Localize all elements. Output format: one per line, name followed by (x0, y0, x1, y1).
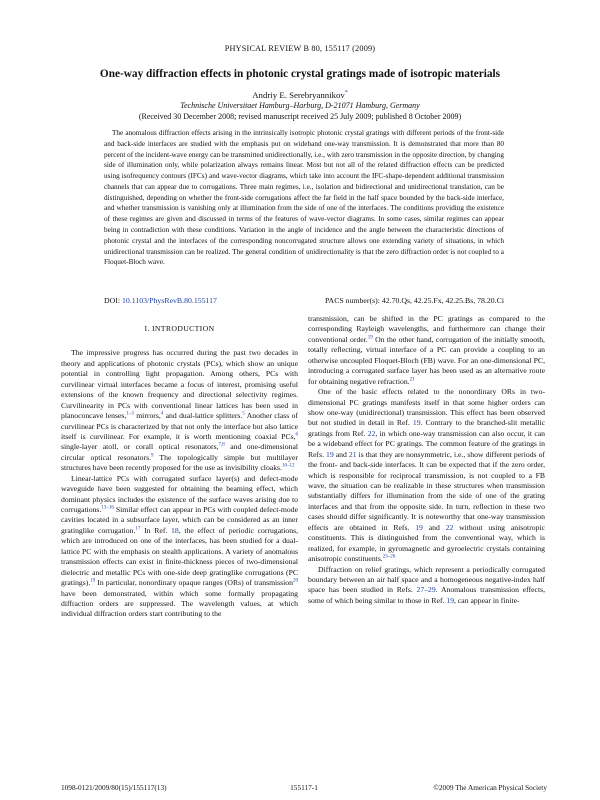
affiliation: Technische Universitaet Hamburg–Harburg, D-21071 Hamburg, Germany (180, 101, 420, 110)
intro-paragraph-5: Diffraction on relief gratings, which represent a periodically corrugated boundary between an air half space and a homogeneous negative-index half space has been studied in Refs. 27–29. Anomalous transmission effects, some of which being similar to those in Ref. 19, can appear in finite- (308, 564, 546, 605)
left-column (61, 314, 298, 620)
intro-paragraph-4: One of the basic effects related to the nonordinary ORs in two-dimensional PC gratings manifests itself in that some higher orders can show one-way (unidirectional) transmission. This effect has been observed but not studied in detail in Ref. 19. Contrary to the branched-slit metallic gratings from Ref. 22, in which one-way transmission can also occur, it can be a wideband effect for PC gratings. The common feature of the gratings in Refs. 19 and 21 is that they are nonsymmetric, i.e., show different periods of the front- and back-side interfaces. It can be expected that if the zero order, which is responsible for reciprocal transmission, is not coupled to a FB wave, the situation can be realizable in these structures when transmission substantially differs for illumination from the side of one of the grating interfaces and that from the opposite side. In turn, reflection in these two cases should differ significantly. It is noteworthy that one-way transmission effects are obtained in Refs. 19 and 22 without using anisotropic constituents. This is distinguished from the conventional way, which is realized, for example, in gyromagnetic and gyroelectric crystals containing anisotropic constituents.$^{23-26}$ (308, 387, 545, 564)
author-footnote-mark[interactable]: * (344, 90, 348, 97)
author-name: Andriy E. Serebryannikov (252, 90, 345, 100)
right-column (308, 314, 545, 606)
reference-link[interactable]: 19 (415, 522, 423, 532)
received-dates: (Received 30 December 2008; revised manuscript received 25 July 2009; published 8 October 2009) (138, 112, 462, 121)
citation[interactable]: 17 (135, 526, 141, 532)
citation[interactable]: 1–3 (126, 411, 134, 417)
doi-label: DOI: (104, 296, 121, 305)
reference-link[interactable]: 19 (326, 449, 334, 459)
citation[interactable]: 20 (293, 578, 298, 584)
citation[interactable]: 23–26 (382, 554, 396, 560)
reference-link[interactable]: 27–29 (416, 585, 436, 595)
pacs-numbers: PACS number(s): 42.70.Qs, 42.25.Fx, 42.25.Bs, 78.20.Ci (324, 296, 504, 305)
section-heading: I. INTRODUCTION (144, 324, 215, 333)
journal-header: PHYSICAL REVIEW B 80, 155117 (2009) (224, 44, 376, 53)
reference-link[interactable]: 21 (348, 449, 357, 459)
doi-link[interactable]: 10.1103/PhysRevB.80.155117 (121, 296, 217, 305)
citation[interactable]: 9 (151, 453, 154, 459)
citation[interactable]: 10–12 (281, 463, 295, 469)
reference-link[interactable]: 18 (171, 525, 179, 535)
citation[interactable]: 5 (242, 411, 245, 417)
footer-copyright: ©2009 The American Physical Society (433, 783, 547, 792)
author-line (0, 90, 600, 100)
citation[interactable]: 19 (90, 578, 96, 584)
citation[interactable]: 6 (295, 432, 298, 438)
paper-title: One-way diffraction effects in photonic crystal gratings made of isotropic materials (99, 68, 501, 80)
intro-paragraph-2: Linear-lattice PCs with corrugated surface layer(s) and defect-mode waveguide have been suggested for obtaining the beaming effect, which dominant physics includes the existence of the surface waves arising due to corrugations.$^{13-16}$ Similar effect can appear in PCs with coupled defect-mode cavities located in a subsurface layer, which can be considered as an inner gratinglike corrugation.$^{17}$ In Ref. 18, the effect of periodic corrugations, which are introduced on one of the interfaces, has been studied for a dual-lattice PC with the emphasis on stealth applications. A variety of anomalous transmission effects can exist in finite-thickness pieces of two-dimensional dielectric and metallic PCs with one-side deep gratinglike corrugations (PC gratings).$^{19}$ In particular, nonordinary opaque ranges (ORs) of transmission$^{20}$ have been demonstrated, within which some formally propagating diffraction orders are suppressed. The wavelength values, at which individual diffraction orders start contributing to the (61, 473, 298, 619)
reference-link[interactable]: 22 (445, 522, 454, 532)
intro-paragraph-1: The impressive progress has occurred during the past two decades in theory and applications of photonic crystals (PCs), which show an unique potential in controlling light propagation. Among others, PCs with curvilinear virtual interfaces became a focus of interest, promising useful extensions of the known frequency and directional selectivity regimes. Curvilinearity in PCs with conventional linear lattices has been used in planoconcave lenses,$^{1-3}$ mirrors,$^4$ and dual-lattice splitters.$^5$ Another class of curvilinear PCs is characterized by that not only the interface but also lattice itself is curvilinear. For example, it is worth mentioning coaxial PCs,$^6$ single-layer atoll, or corall optical resonators,$^{7,8}$ and one-dimensional circular optical resonators.$^9$ The topologically simple but multilayer structures have been recently proposed for the use as invisibility cloaks.$^{10-12}$ (61, 348, 298, 473)
intro-paragraph-3: transmission, can be shifted in the PC gratings as compared to the corresponding Rayleigh wavelengths, and furthermore can change their conventional order.$^{19}$ On the other hand, corrugation of the initially smooth, totally reflecting, virtual interface of a PC can provide a coupling to an otherwise uncoupled Floquet-Bloch (FB) wave. For an one-dimensional PC, introducing a corrugated surface layer has been used as an alternative route for obtaining negative refraction.$^{21}$ (308, 314, 545, 386)
reference-link[interactable]: 19 (446, 595, 455, 605)
citation[interactable]: 21 (409, 377, 415, 383)
citation[interactable]: 7,8 (218, 442, 225, 448)
abstract: The anomalous diffraction effects arising in the intrinsically isotropic photonic crystal gratings with different periods of the front-side and back-side interfaces are studied with the emphasis put on wideband one-way transmission. It is demonstrated that more than 80 percent of the incident-wave energy can be transmitted unidirectionally, i.e., with zero transmission in the opposite direction, by changing side of illumination only, while polarization always remains linear. Most but not all of the related diffraction effects can be predicted using isofrequency contours (IFCs) and wave-vector diagrams, which take into account the IFC-shape-dependent additional transmission channels that can appear due to corrugations. Three main regimes, i.e., isolation and bidirectional and unidirectional translation, can be distinguished, depending on whether the front-side corrugations affect the far field in the half space bounded by the back-side interface, and whether transmission is vanishing only at illumination from the side of one of the interfaces. The conditions providing the existence of these regimes are given and discussed in terms of the features of wave-vector diagrams. In some cases, similar regimes can appear being in contradiction with these conditions. Variation in the angle of incidence and the angle between the characteristic directions of photonic crystal and the interfaces of the corresponding noncorrugated structure allows one extending variety of situations, in which unidirectional transmission can be realized. The general condition of unidirectionality is that the zero diffraction order is not coupled to a Floquet-Bloch wave. (104, 129, 504, 267)
citation[interactable]: 13–16 (101, 505, 114, 511)
reference-link[interactable]: 22 (367, 428, 376, 438)
citation[interactable]: 4 (160, 411, 164, 417)
reference-link[interactable]: 19 (412, 418, 421, 428)
footer-page-number: 155117-1 (290, 783, 318, 792)
doi-pacs-line (104, 296, 504, 305)
citation[interactable]: 19 (367, 335, 373, 341)
footer-issn: 1098-0121/2009/80(15)/155117(13) (61, 783, 167, 792)
